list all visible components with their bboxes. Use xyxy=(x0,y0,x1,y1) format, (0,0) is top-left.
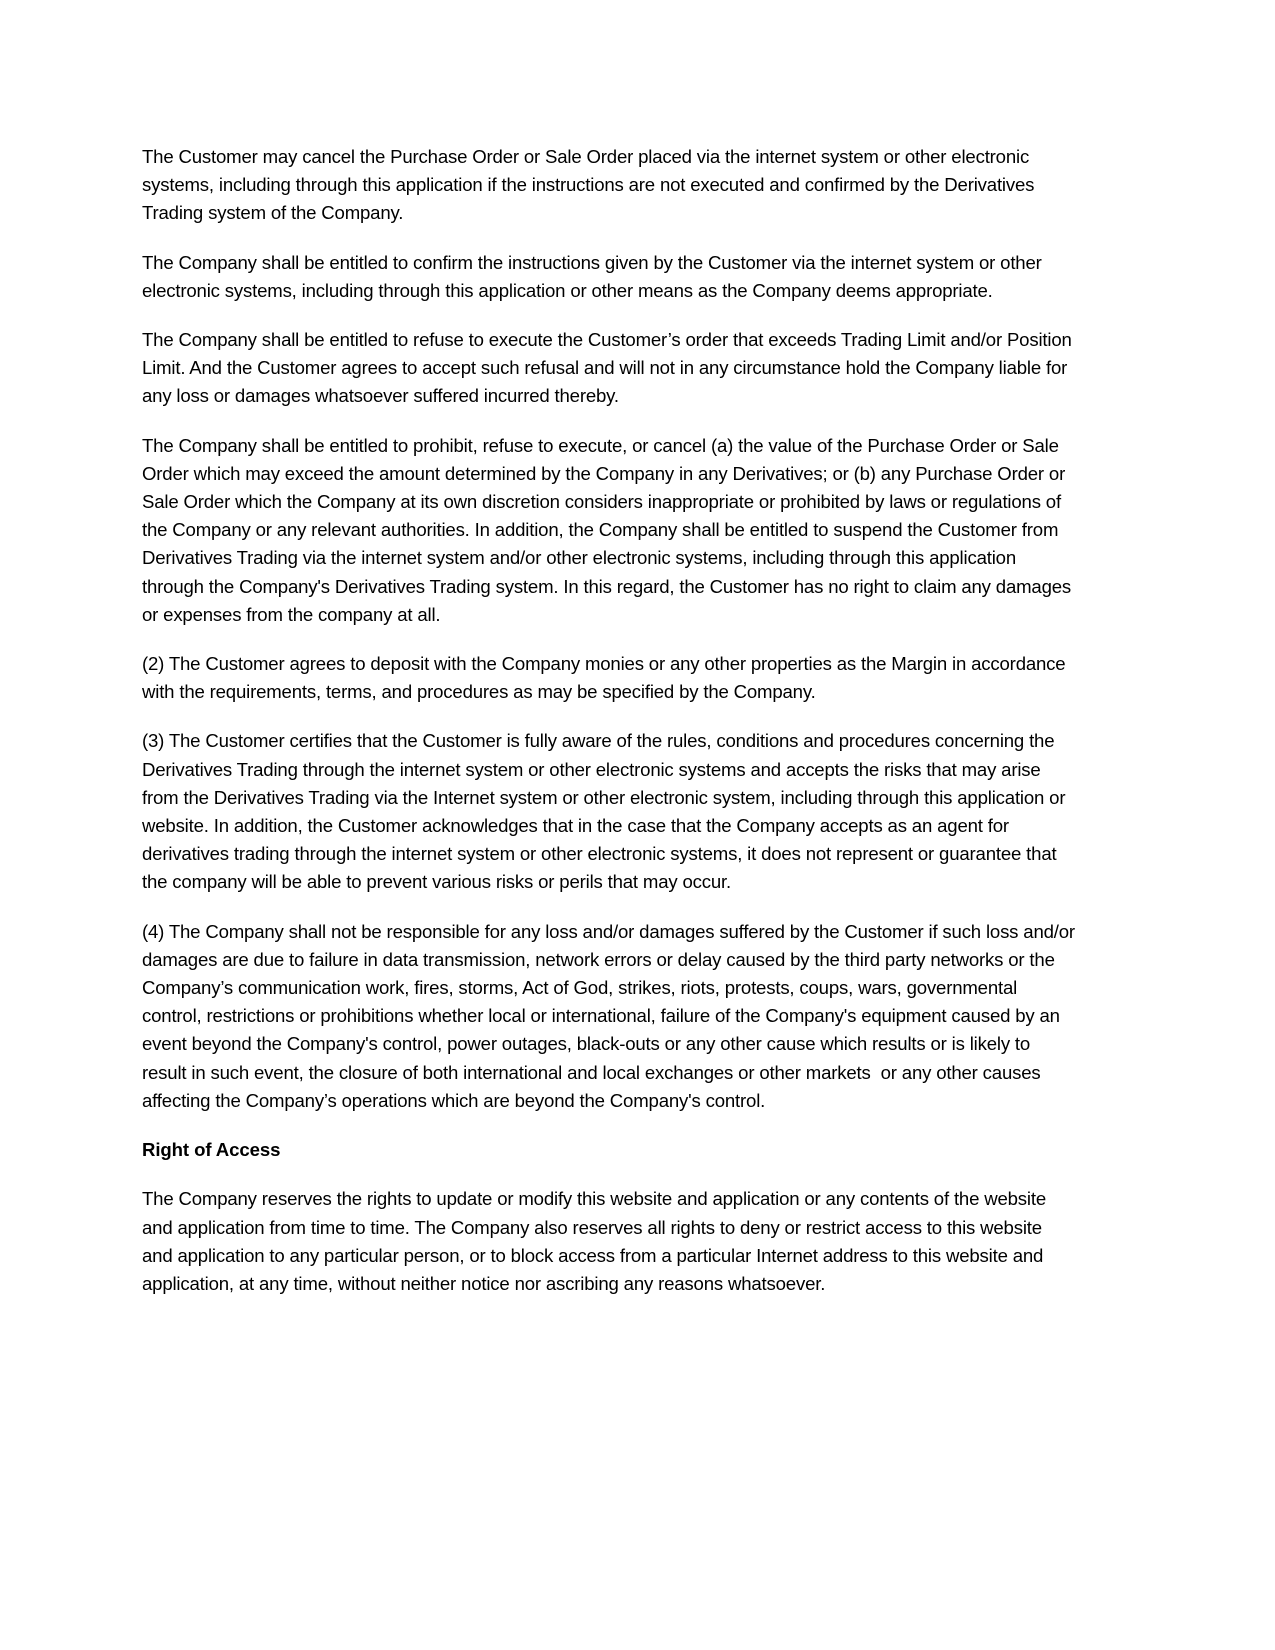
paragraph-right-of-access-body: The Company reserves the rights to update or modify this website and application or any contents of the website and application from time to time. The Company also reserves all rights to deny or restrict access to this website and application to any particular person, or to block access from a particular Internet address to this website and application, at any time, without neither notice nor ascribing any reasons whatsoever. xyxy=(142,1188,1052,1294)
paragraph-prohibit-refuse-cancel: The Company shall be entitled to prohibit, refuse to execute, or cancel (a) the value of the Purchase Order or Sale Order which may exceed the amount determined by the Company in any Derivatives; or (b) any Purchase Order or Sale Order which the Company at its own discretion considers inappropriate or prohibited by laws or regulations of the Company or any relevant authorities. In addition, the Company shall be entitled to suspend the Customer from Derivatives Trading via the internet system and/or other electronic systems, including through this application through the Company's Derivatives Trading system. In this regard, the Customer has no right to claim any damages or expenses from the company at all. xyxy=(142,434,1077,625)
document-body xyxy=(142,143,1080,1298)
paragraph-item-4-company-not-responsible: (4) The Company shall not be responsible for any loss and/or damages suffered by the Customer if such loss and/or damages are due to failure in data transmission, network errors or delay caused by the third party networks or the Company’s communication work, fires, storms, Act of God, strikes, riots, protests, coups, wars, governmental control, restrictions or prohibitions whether local or international, failure of the Company's equipment caused by an event beyond the Company's control, power outages, black-outs or any other cause which results or is likely to result in such event, the closure of both international and local exchanges or other markets or any other causes affecting the Company’s operations which are beyond the Company's control. xyxy=(142,920,1080,1111)
paragraph-confirm-instructions: The Company shall be entitled to confirm the instructions given by the Customer via the internet system or other electronic systems, including through this application or other means as the Company deems appropriate. xyxy=(142,251,1047,301)
paragraph-cancel-order: The Customer may cancel the Purchase Order or Sale Order placed via the internet system or other electronic systems, including through this application if the instructions are not executed and confirmed by the Derivatives Trading system of the Company. xyxy=(142,146,1039,224)
paragraph-item-2-margin-deposit: (2) The Customer agrees to deposit with the Company monies or any other properties as the Margin in accordance with the requirements, terms, and procedures as may be specified by the Company. xyxy=(142,653,1071,703)
paragraph-item-3-customer-certifies: (3) The Customer certifies that the Customer is fully aware of the rules, conditions and procedures concerning the Derivatives Trading through the internet system or other electronic systems and accepts the risks that may arise from the Derivatives Trading via the Internet system or other electronic system, including through this application or website. In addition, the Customer acknowledges that in the case that the Company accepts as an agent for derivatives trading through the internet system or other electronic systems, it does not represent or guarantee that the company will be able to prevent various risks or perils that may occur. xyxy=(142,730,1071,893)
paragraph-refuse-order: The Company shall be entitled to refuse to execute the Customer’s order that exceeds Trading Limit and/or Position Limit. And the Customer agrees to accept such refusal and will not in any circumstance hold the Company liable for any loss or damages whatsoever suffered incurred thereby. xyxy=(142,329,1077,407)
heading-right-of-access: Right of Access xyxy=(142,1139,281,1161)
